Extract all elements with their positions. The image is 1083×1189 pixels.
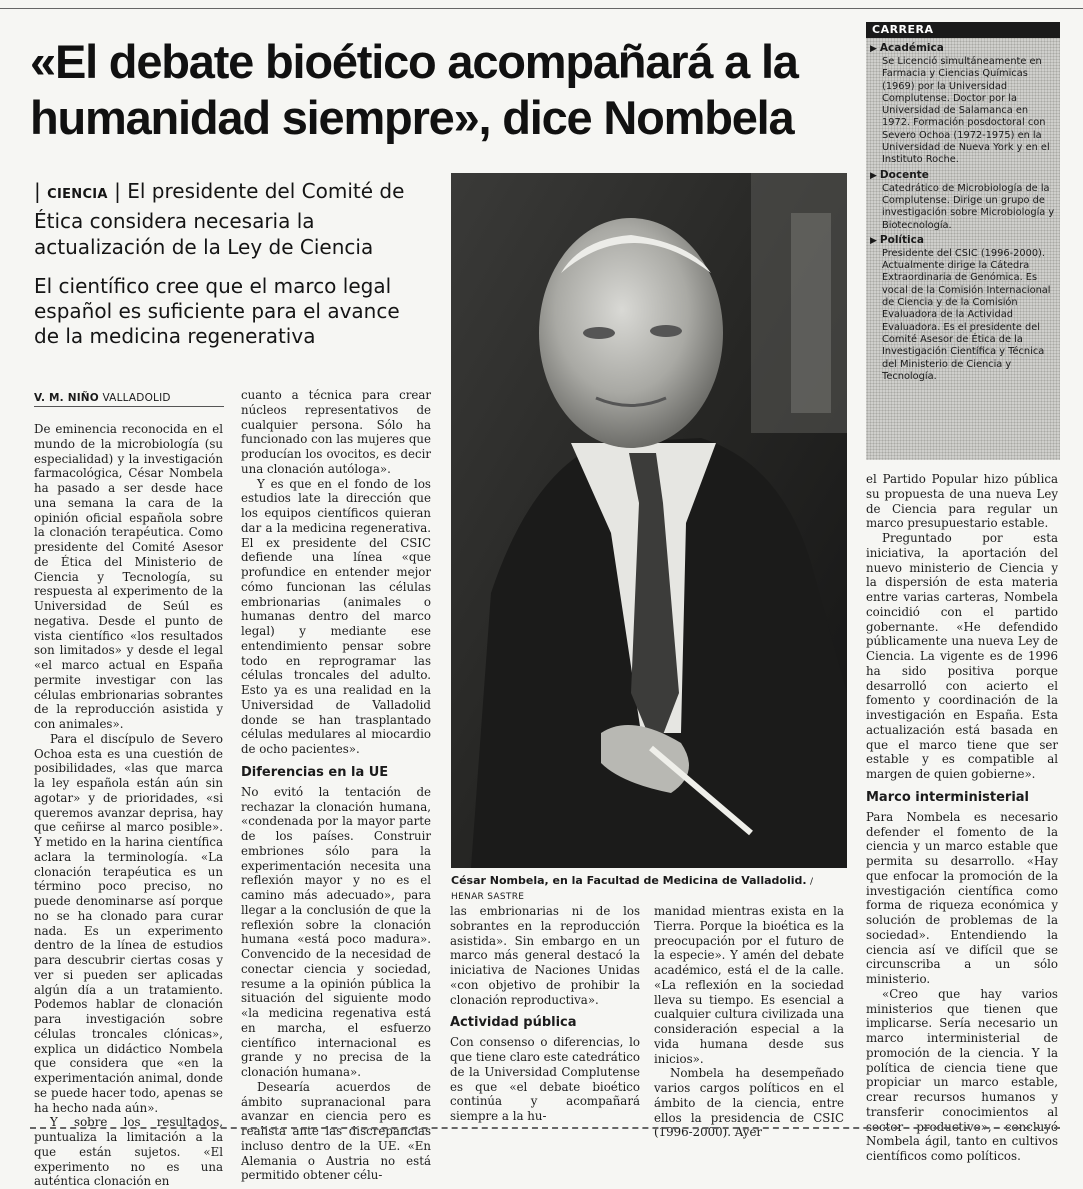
caption-text: César Nombela, en la Facultad de Medicina de Valladolid.	[451, 874, 807, 887]
paragraph: Con consenso o diferencias, lo que tiene claro este catedrático de la Universidad Complutense es que «el debate bioético continúa y acompañará siempre a la hu-	[450, 1035, 640, 1123]
byline-city: VALLADOLID	[102, 392, 171, 404]
paragraph: las embrionarias ni de los sobrantes en la reproducción asistida». Sin embargo en un marco más general destacó la iniciativa de Naciones Unidas «con objetivo de prohibir la clonación reproductiva».	[450, 904, 640, 1007]
sidebar-item-text: Presidente del CSIC (1996-2000). Actualmente dirige la Cátedra Extraordinaria de Genómica. Es vocal de la Comisión Internacional de Ciencia y de la Comisión Evaluadora de la Actividad Evaluadora. Es el presidente del Comité Asesor de Ética de la Investigación Científica y Técnica del Ministerio de Ciencia y Tecnología.	[882, 247, 1051, 382]
paragraph: Y sobre los resultados, puntualiza la limitación a la que están sujetos. «El experimento no es una auténtica clonación en	[34, 1115, 223, 1189]
sidebar-item-text: Catedrático de Microbiología de la Complutense. Dirige un grupo de investigación sobre Microbiología y Biotecnología.	[882, 182, 1055, 231]
paragraph: Desearía acuerdos de ámbito supranacional para avanzar en ciencia pero es realista ante las discrepancias incluso dentro de la UE. «En Alemania o Austria no está permitido obtener célu-	[241, 1079, 431, 1183]
paragraph: Preguntado por esta iniciativa, la aportación del nuevo ministerio de Ciencia y la dispersión de esta materia entre varias carteras, Nombela coincidió con el partido gobernante. «He defendido públicamente una nueva Ley de Ciencia. La vigente es de 1996 ha sido positiva porque desarrolló con acierto el fomento y coordinación de la investigación en España. Esta actualización está basada en que el marco tiene que ser estable y es compatible al margen de quien gobierne».	[866, 531, 1058, 781]
byline-author: V. M. NIÑO	[34, 392, 99, 404]
section-heading: Marco interministerial	[866, 789, 1030, 805]
paragraph: De eminencia reconocida en el mundo de la microbiología (su especialidad) y la investigación farmacológica, César Nombela ha pasado a ser desde hace una semana la cara de la opinión oficial española sobre la clonación terapéutica. Como presidente del Comité Asesor de Ética del Ministerio de Ciencia y Tecnología, su respuesta al experimento de la Universidad de Seúl es negativa. Desde el punto de vista científico «los resultados son limitados» y desde el legal «el marco actual en España permite investigar con las células embrionarias sobrantes de la reproducción asistida y con animales».	[34, 422, 223, 731]
sidebar-item-title: ▶ Docente	[870, 168, 929, 181]
section-heading: Actividad pública	[450, 1015, 577, 1031]
sidebar-body	[870, 42, 1056, 385]
article-column-4	[654, 904, 844, 1140]
triangle-bullet-icon: ▶	[870, 235, 877, 246]
second-subhead: El científico cree que el marco legal español es suficiente para el avance de la medicina regenerativa	[34, 274, 400, 348]
subhead-text: El presidente del Comité de Ética considera necesaria la actualización de la Ley de Ciencia	[34, 179, 405, 259]
career-sidebar	[866, 22, 1060, 460]
photo-credit: / HENAR SASTRE	[451, 877, 814, 902]
top-rule	[0, 8, 1083, 9]
portrait-photo	[451, 173, 847, 868]
paragraph: Nombela ha desempeñado varios cargos políticos en el ámbito de la ciencia, entre ellos la presidencia de CSIC (1996-2000). Ayer	[654, 1066, 844, 1140]
paragraph: manidad mientras exista en la Tierra. Porque la bioética es la preocupación por el futuro de la especie». Y amén del debate académico, está el de la calle. «La reflexión en la sociedad lleva su tiempo. Es esencial a cualquier cultura civilizada una consideración especial a la vida humana desde sus inicios».	[654, 904, 844, 1066]
sidebar-item-title: ▶ Académica	[870, 42, 944, 54]
portrait-illustration	[451, 173, 847, 868]
paragraph: el Partido Popular hizo pública su propuesta de una nueva Ley de Ciencia para regular un marco presupuestario estable.	[866, 472, 1058, 531]
article-column-3	[450, 904, 640, 1124]
article-column-2	[241, 388, 431, 1183]
article-column-1	[34, 422, 223, 1189]
article-column-5	[866, 472, 1058, 1164]
triangle-bullet-icon: ▶	[870, 44, 877, 54]
section-heading: Diferencias en la UE	[241, 764, 389, 780]
triangle-bullet-icon: ▶	[870, 170, 877, 181]
photo-caption	[451, 874, 847, 904]
paragraph: cuanto a técnica para crear núcleos representativos de cualquier persona. Sólo ha funcionado con las mujeres que producían los ovocitos, es decir una clonación autóloga».	[241, 388, 431, 476]
subhead: | CIENCIA | El presidente del Comité de Ética considera necesaria la actualización de la Ley de Ciencia	[34, 179, 405, 259]
paragraph: No evitó la tentación de rechazar la clonación humana, «condenada por la mayor parte de los países. Construir embriones sólo para la experimentación necesita una reflexión mayor y no es el camino más adecuado», para llegar a la conclusión de que la reflexión sobre la clonación humana «está poco madura». Convencido de la necesidad de conectar ciencia y sociedad, resume a la opinión pública la situación del siguiente modo «la medicina regenativa está en marcha, el esfuerzo científico internacional es grande y no precisa de la clonación humana».	[241, 784, 431, 1079]
paragraph: «Creo que hay varios ministerios que tienen que implicarse. Sería necesario un marco interministerial de promoción de la ciencia. Y la política de ciencia tiene que propiciar un marco estable, crear recursos humanos y transferir conocimientos al sector productivo», concluyó Nombela ágil, tanto en cultivos científicos como políticos.	[866, 986, 1058, 1163]
paragraph: Para Nombela es necesario defender el fomento de la ciencia y un marco estable que permita su desarrollo. «Hay que enfocar la promoción de la investigación científica como forma de riqueza económica y solución de problemas de la sociedad». Entendiendo la ciencia así ve difícil que se circunscriba a un sólo ministerio.	[866, 809, 1058, 986]
sidebar-item-text: Se Licenció simultáneamente en Farmacia y Ciencias Químicas (1969) por la Universidad Complutense. Doctor por la Universidad de Salamanca en 1972. Formación posdoctoral con Severo Ochoa (1972-1975) en la Universidad de Nueva York y en el Instituto Roche.	[882, 56, 1050, 166]
sidebar-header: CARRERA	[866, 22, 1060, 38]
section-tag: CIENCIA	[47, 187, 108, 202]
paragraph: Para el discípulo de Severo Ochoa esta es una cuestión de posibilidades, «las que marca la ley española están aún sin agotar» y de prioridades, «si queremos avanzar deprisa, hay que ceñirse al marco posible». Y metido en la harina científica aclara la terminología. «La clonación terapéutica es un término poco preciso, no puede denominarse así porque no se ha clonado para curar nada. Es un experimento dentro de la línea de estudios para descubrir ciertas cosas y ver si pueden ser aplicadas algún día a un tratamiento. Podemos hablar de clonación para investigación sobre células troncales clónicas», explica un didáctico Nombela que considera que «en la experimentación animal, donde se puede hacer todo, apenas se ha hecho nada aún».	[34, 731, 223, 1115]
sidebar-item-title: ▶ Política	[870, 233, 924, 246]
headline: «El debate bioético acompañará a la humanidad siempre», dice Nombela	[30, 35, 798, 144]
bottom-rule	[30, 1127, 1060, 1129]
byline-rule	[34, 406, 224, 407]
paragraph: Y es que en el fondo de los estudios late la dirección que los equipos científicos quieran dar a la medicina regenerativa. El ex presidente del CSIC defiende una línea «que profundice en entender mejor cómo funcionan las células embrionarias (animales o humanas dentro del marco legal) y mediante ese entendimiento pensar sobre todo en reprogramar las células troncales del adulto. Esto ya es una realidad en la Universidad de Valladolid donde se han trasplantado células medulares al miocardio de ocho pacientes».	[241, 476, 431, 756]
